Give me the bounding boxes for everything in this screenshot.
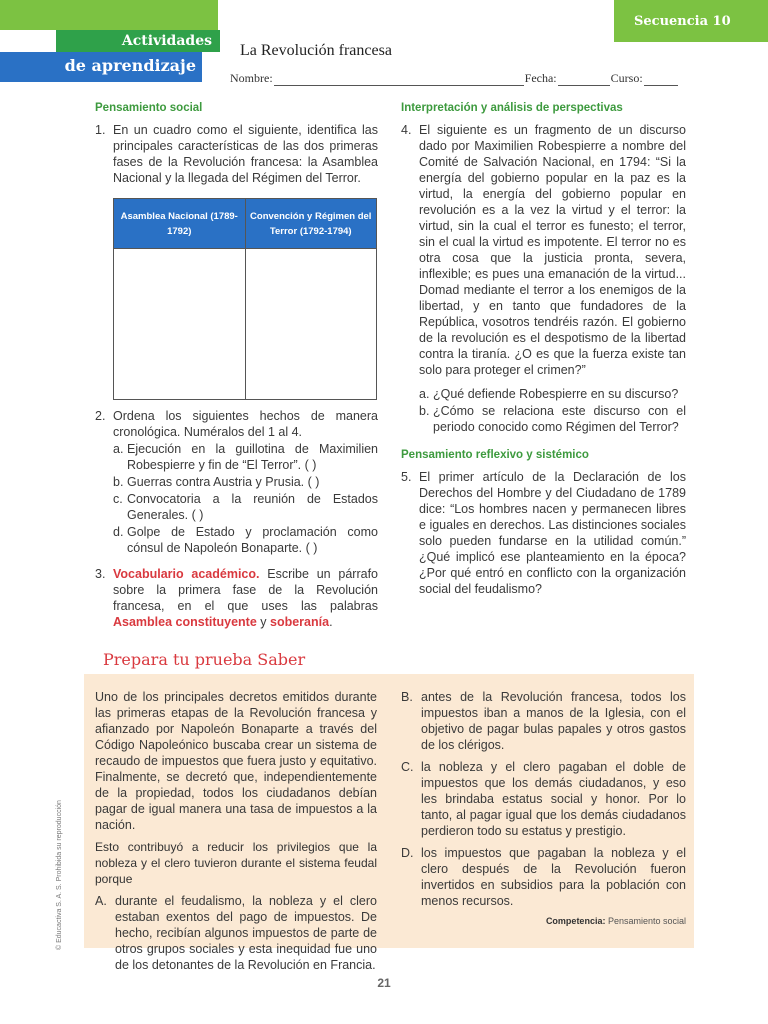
table-cell-empty[interactable] [245, 249, 377, 400]
answer-option-c[interactable]: C. la nobleza y el clero pagaban el doble de impuestos que los demás ciudadanos, y eso les brindaba estatus social y honor. Por lo tanto, al pagar igual que los demás ciudadanos perdieron todo su estatus y prestigio. [401, 760, 686, 838]
learning-badge: de aprendizaje [0, 52, 202, 82]
keyword: Asamblea constituyente [113, 615, 257, 629]
question-text: Ordena los siguientes hechos de manera cronológica. Numéralos del 1 al 4. [113, 409, 378, 439]
section-title: Interpretación y análisis de perspectivas [401, 102, 623, 114]
question-text: El primer artículo de la Declaración de los Derechos del Hombre y del Ciudadano de 1789 dice: “Los hombres nacen y permanecen libres e iguales en derechos. Las distinciones sociales solo pueden fundarse en la utilidad común.” ¿Qué implicó ese planteamiento en la época? ¿Por qué entró en conflicto con la organización social del feudalismo? [419, 470, 686, 596]
right-column [401, 100, 686, 603]
header-green-strip [0, 0, 218, 30]
vocabulary-label: Vocabulario académico. [113, 567, 260, 581]
answer-option-d[interactable]: D. los impuestos que pagaban la nobleza y el clero después de la Revolución fueron invertidos en subsidios para la población con menos recursos. [401, 846, 686, 908]
table-header-national-assembly: Asamblea Nacional (1789-1792) [114, 199, 246, 249]
student-info-line [230, 71, 696, 86]
section-title: Pensamiento reflexivo y sistémico [401, 449, 589, 461]
question-1 [95, 122, 378, 186]
list-item: d. Golpe de Estado y proclamación como cónsul de Napoleón Bonaparte. ( ) [113, 525, 378, 555]
question-number: 2. [95, 409, 106, 423]
question-text: En un cuadro como el siguiente, identifica las principales características de las dos primeras fases de la Revolución francesa: la Asamblea Nacional y la llegada del Régimen del Terror. [113, 123, 378, 185]
list-item: c. Convocatoria a la reunión de Estados Generales. ( ) [113, 492, 378, 522]
question-3: 3. Vocabulario académico. Escribe un párrafo sobre la primera fase de la Revolución francesa, en el que uses las palabras Asamblea constituyente y soberanía. [95, 567, 378, 629]
table-cell-empty[interactable] [114, 249, 246, 400]
left-column [95, 100, 378, 636]
comparison-table [113, 198, 377, 400]
date-label: Fecha: [524, 71, 557, 85]
question-text: Escribe un párrafo sobre la primera fase de la Revolución francesa, en el que uses las palabras [113, 567, 378, 613]
question-number: 5. [401, 470, 412, 484]
question-number: 4. [401, 123, 412, 137]
question-4 [401, 122, 686, 435]
list-item: b. ¿Cómo se relaciona este discurso con el periodo conocido como Régimen del Terror? [419, 404, 686, 434]
question-5 [401, 469, 686, 597]
table-header-terror: Convención y Régimen del Terror (1792-1794) [245, 199, 377, 249]
name-field[interactable] [274, 74, 524, 86]
copyright-note: © Educactiva S. A. S. Prohibida su reproducción [56, 800, 63, 950]
question-number: 3. [95, 567, 106, 581]
saber-question-stem: Esto contribuyó a reducir los privilegios que la nobleza y el clero tuvieron durante el sistema feudal porque [95, 840, 377, 886]
course-label: Curso: [610, 71, 643, 85]
name-label: Nombre: [230, 71, 273, 85]
keyword: soberanía [270, 615, 330, 629]
answer-option-a[interactable]: A. durante el feudalismo, la nobleza y el clero estaban exentos del pago de impuestos. De hecho, recibían algunos impuestos de parte de otros grupos sociales y esta inequidad fue uno de los detonantes de la Revolución en Francia. [95, 894, 377, 972]
sequence-badge: Secuencia 10 [614, 0, 768, 42]
list-item: a. ¿Qué defiende Robespierre en su discurso? [419, 387, 679, 401]
list-item: b. Guerras contra Austria y Prusia. ( ) [113, 475, 320, 489]
question-2 [95, 408, 378, 556]
saber-right-column [401, 689, 686, 929]
competency-note: Competencia: Pensamiento social [545, 916, 686, 926]
activities-badge: Actividades [56, 30, 220, 52]
course-field[interactable] [644, 74, 678, 86]
list-item: a. Ejecución en la guillotina de Maximilien Robespierre y fin de “El Terror”. ( ) [113, 442, 378, 472]
section-title: Pensamiento social [95, 102, 203, 114]
date-field[interactable] [558, 74, 610, 86]
answer-option-b[interactable]: B. antes de la Revolución francesa, todos los impuestos iban a manos de la Iglesia, con el objetivo de pagar bulas papales y otros gastos de los clérigos. [401, 690, 686, 752]
page-title: La Revolución francesa [240, 42, 392, 59]
saber-passage: Uno de los principales decretos emitidos durante las primeras etapas de la Revolución francesa y afianzado por Napoleón Bonaparte a través del Código Napoleónico buscaba crear un sistema de recaudo de impuestos que fuera justo y equitativo. Finalmente, se decretó que, independientemente de la propiedad, todos los ciudadanos debían pagar de igual manera una tasa de impuestos a la nación. [95, 690, 377, 832]
question-number: 1. [95, 123, 106, 137]
page-number: 21 [377, 976, 391, 990]
saber-left-column [95, 689, 377, 979]
question-text: El siguiente es un fragmento de un discurso dado por Maximilien Robespierre a nombre del Comité de Salvación Nacional, en 1794: “Si la energía del gobierno popular en la paz es la virtud, la energía del gobierno popular en revolución es a la vez la virtud y el terror: la virtud, sin la cual el terror es funesto; el terror, sin el cual la virtud es impotente. El terror no es otra cosa que la justicia pronta, severa, inflexible; es pues una emanación de la virtud... Domad mediante el terror a los enemigos de la libertad, y en tanto que fundadores de la República, vosotros tendréis razón. El gobierno de la revolución es el despotismo de la libertad contra la tiranía. ¿O es que la fuerza existe tan solo para proteger el crimen?” [419, 123, 686, 377]
saber-title: Prepara tu prueba Saber [103, 650, 306, 669]
